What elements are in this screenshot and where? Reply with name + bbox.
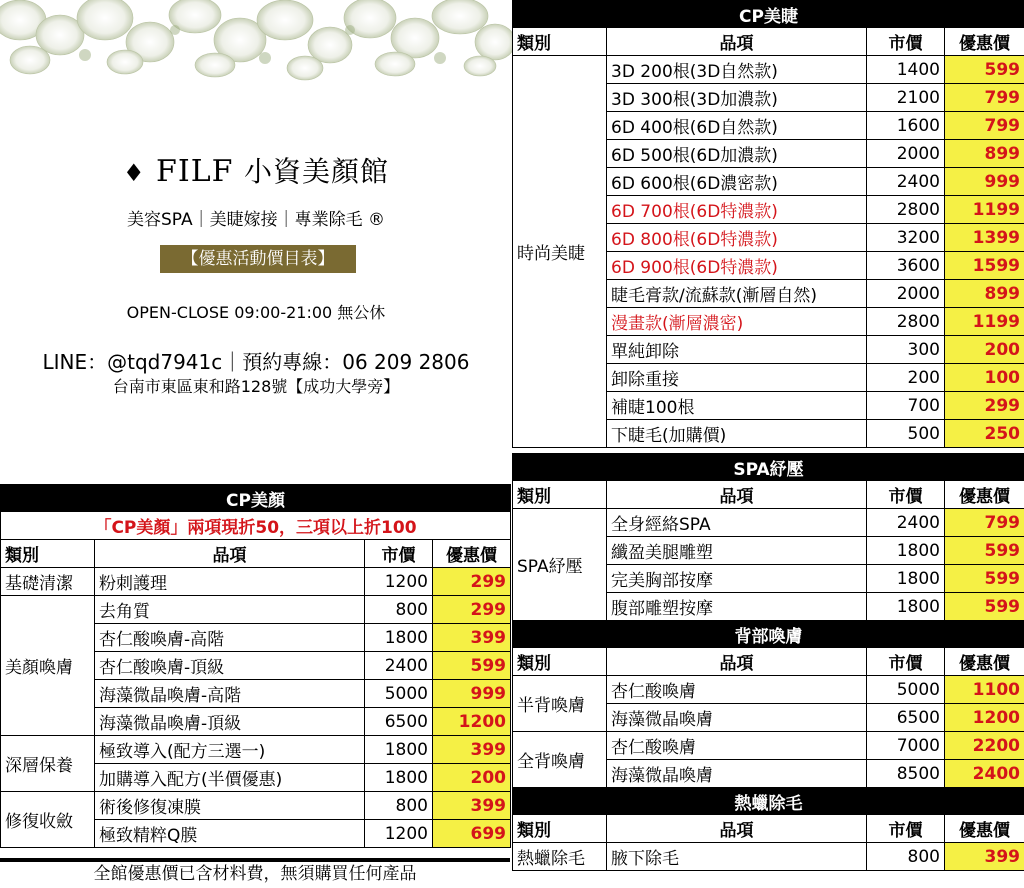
item-name: 睫毛膏款/流蘇款(漸層自然) — [607, 280, 867, 308]
tagline: 美容SPA｜美睫嫁接｜專業除毛 ® — [0, 205, 512, 230]
market-price: 1600 — [867, 112, 945, 140]
market-price: 300 — [867, 336, 945, 364]
item-name: 杏仁酸喚膚 — [607, 732, 867, 760]
item-name: 完美胸部按摩 — [607, 565, 867, 593]
market-price: 6500 — [365, 708, 433, 736]
section-title-spa: SPA紓壓 — [513, 454, 1024, 481]
brand-name-zh: 小資美顏館 — [244, 155, 389, 188]
section-title-face-row — [1, 485, 511, 512]
market-price: 3600 — [867, 252, 945, 280]
header-market-price: 市價 — [867, 481, 945, 509]
discount-price: 1200 — [433, 708, 511, 736]
brand-name-en: FILF — [156, 154, 233, 189]
market-price: 3200 — [867, 224, 945, 252]
market-price: 1800 — [365, 736, 433, 764]
discount-price: 399 — [433, 792, 511, 820]
market-price: 5000 — [867, 676, 945, 704]
header-market-price: 市價 — [867, 648, 945, 676]
item-name: 單純卸除 — [607, 336, 867, 364]
item-name: 極致導入(配方三選一) — [95, 736, 365, 764]
table-row — [513, 56, 1024, 84]
address: 台南市東區東和路128號【成功大學旁】 — [0, 374, 512, 397]
market-price: 6500 — [867, 704, 945, 732]
market-price: 2400 — [867, 168, 945, 196]
item-name: 術後修復凍膜 — [95, 792, 365, 820]
item-name: 全身經絡SPA — [607, 509, 867, 537]
discount-price: 1200 — [945, 704, 1024, 732]
discount-price: 899 — [945, 140, 1024, 168]
category-cell: 美顏喚膚 — [1, 596, 95, 736]
market-price: 1800 — [867, 593, 945, 621]
discount-price: 1199 — [945, 196, 1024, 224]
header-discount-price: 優惠價 — [945, 815, 1024, 843]
discount-price: 1399 — [945, 224, 1024, 252]
discount-price: 1599 — [945, 252, 1024, 280]
contact-line: LINE：@tqd7941c｜預約專線：06 209 2806 — [0, 346, 512, 375]
discount-price: 999 — [945, 168, 1024, 196]
category-cell: 時尚美睫 — [513, 56, 607, 448]
section-title-face: CP美顏 — [1, 485, 511, 512]
market-price: 1200 — [365, 568, 433, 596]
item-name: 3D 300根(3D加濃款) — [607, 84, 867, 112]
opening-hours: OPEN-CLOSE 09:00-21:00 無公休 — [0, 300, 512, 323]
item-name: 卸除重接 — [607, 364, 867, 392]
discount-price: 2400 — [945, 760, 1024, 788]
item-name: 去角質 — [95, 596, 365, 624]
discount-price: 200 — [945, 336, 1024, 364]
category-cell: 基礎清潔 — [1, 568, 95, 596]
discount-price: 100 — [945, 364, 1024, 392]
discount-price: 599 — [945, 537, 1024, 565]
market-price: 700 — [867, 392, 945, 420]
market-price: 1800 — [867, 565, 945, 593]
category-cell: 半背喚膚 — [513, 676, 607, 732]
discount-price: 599 — [945, 56, 1024, 84]
header-category: 類別 — [513, 28, 607, 56]
item-name: 海藻微晶喚膚 — [607, 760, 867, 788]
flower-decoration — [0, 0, 512, 90]
item-name: 腋下除毛 — [607, 843, 867, 871]
market-price: 2400 — [867, 509, 945, 537]
discount-price: 599 — [433, 652, 511, 680]
item-name: 下睫毛(加購價) — [607, 420, 867, 448]
market-price: 1400 — [867, 56, 945, 84]
market-price: 800 — [867, 843, 945, 871]
item-name: 6D 900根(6D特濃款) — [607, 252, 867, 280]
header-item: 品項 — [607, 481, 867, 509]
item-name: 粉刺護理 — [95, 568, 365, 596]
note-row — [1, 512, 511, 540]
market-price: 1800 — [365, 764, 433, 792]
header-market-price: 市價 — [365, 540, 433, 568]
table-row — [513, 676, 1024, 704]
table-row — [1, 792, 511, 820]
header-row — [513, 815, 1024, 843]
face-price-table — [0, 484, 511, 848]
item-name: 6D 700根(6D特濃款) — [607, 196, 867, 224]
category-cell: 修復收斂 — [1, 792, 95, 848]
promo-badge: 【優惠活動價目表】 — [160, 245, 356, 273]
market-price: 2000 — [867, 140, 945, 168]
market-price: 1800 — [867, 537, 945, 565]
spa-back-wax-table — [512, 453, 1024, 871]
item-name: 加購導入配方(半價優惠) — [95, 764, 365, 792]
discount-price: 699 — [433, 820, 511, 848]
section-title-wax-row — [513, 788, 1024, 815]
discount-price: 200 — [433, 764, 511, 792]
market-price: 2800 — [867, 308, 945, 336]
brand-logo — [0, 150, 512, 190]
item-name: 杏仁酸喚膚-頂級 — [95, 652, 365, 680]
discount-price: 299 — [433, 568, 511, 596]
discount-price: 599 — [945, 593, 1024, 621]
item-name: 海藻微晶喚膚-頂級 — [95, 708, 365, 736]
header-row — [513, 648, 1024, 676]
discount-price: 399 — [433, 736, 511, 764]
header-item: 品項 — [607, 815, 867, 843]
section-title-spa-row — [513, 454, 1024, 481]
header-category: 類別 — [513, 481, 607, 509]
section-title-lash: CP美睫 — [513, 1, 1024, 28]
item-name: 6D 400根(6D自然款) — [607, 112, 867, 140]
item-name: 腹部雕塑按摩 — [607, 593, 867, 621]
table-row — [1, 568, 511, 596]
discount-price: 399 — [945, 843, 1024, 871]
header-item: 品項 — [95, 540, 365, 568]
market-price: 7000 — [867, 732, 945, 760]
market-price: 5000 — [365, 680, 433, 708]
header-market-price: 市價 — [867, 815, 945, 843]
item-name: 杏仁酸喚膚 — [607, 676, 867, 704]
item-name: 海藻微晶喚膚 — [607, 704, 867, 732]
section-title-back-row — [513, 621, 1024, 648]
item-name: 海藻微晶喚膚-高階 — [95, 680, 365, 708]
item-name: 杏仁酸喚膚-高階 — [95, 624, 365, 652]
header-market-price: 市價 — [867, 28, 945, 56]
section-title-lash-row — [513, 1, 1024, 28]
table-row — [513, 732, 1024, 760]
item-name: 極致精粹Q膜 — [95, 820, 365, 848]
diamond-icon: ♦ — [123, 159, 146, 187]
market-price: 200 — [867, 364, 945, 392]
section-title-wax: 熱蠟除毛 — [513, 788, 1024, 815]
header-discount-price: 優惠價 — [433, 540, 511, 568]
header-row — [513, 28, 1024, 56]
market-price: 500 — [867, 420, 945, 448]
header-item: 品項 — [607, 28, 867, 56]
market-price: 800 — [365, 596, 433, 624]
item-name: 纖盈美腿雕塑 — [607, 537, 867, 565]
item-name: 6D 800根(6D特濃款) — [607, 224, 867, 252]
discount-price: 799 — [945, 509, 1024, 537]
category-cell: 熱蠟除毛 — [513, 843, 607, 871]
header-row — [513, 481, 1024, 509]
discount-price: 999 — [433, 680, 511, 708]
item-name: 漫畫款(漸層濃密) — [607, 308, 867, 336]
discount-price: 1100 — [945, 676, 1024, 704]
header-item: 品項 — [607, 648, 867, 676]
footer-note: 全館優惠價已含材料費，無須購買任何產品 — [0, 858, 510, 888]
table-row — [1, 736, 511, 764]
category-cell: 深層保養 — [1, 736, 95, 792]
header-category: 類別 — [513, 648, 607, 676]
lash-price-table — [512, 0, 1024, 448]
header-discount-price: 優惠價 — [945, 28, 1024, 56]
market-price: 1200 — [365, 820, 433, 848]
header-discount-price: 優惠價 — [945, 648, 1024, 676]
discount-price: 2200 — [945, 732, 1024, 760]
discount-price: 599 — [945, 565, 1024, 593]
market-price: 2000 — [867, 280, 945, 308]
discount-price: 399 — [433, 624, 511, 652]
market-price: 2100 — [867, 84, 945, 112]
table-row — [513, 509, 1024, 537]
item-name: 6D 500根(6D加濃款) — [607, 140, 867, 168]
item-name: 補睫100根 — [607, 392, 867, 420]
table-row — [513, 843, 1024, 871]
table-row — [1, 596, 511, 624]
item-name: 3D 200根(3D自然款) — [607, 56, 867, 84]
market-price: 2800 — [867, 196, 945, 224]
header-category: 類別 — [1, 540, 95, 568]
discount-price: 1199 — [945, 308, 1024, 336]
discount-price: 299 — [945, 392, 1024, 420]
market-price: 800 — [365, 792, 433, 820]
discount-note: 「CP美顏」兩項現折50，三項以上折100 — [1, 512, 511, 540]
market-price: 1800 — [365, 624, 433, 652]
category-cell: SPA紓壓 — [513, 509, 607, 621]
discount-price: 799 — [945, 84, 1024, 112]
section-title-back: 背部喚膚 — [513, 621, 1024, 648]
discount-price: 250 — [945, 420, 1024, 448]
header-row — [1, 540, 511, 568]
discount-price: 899 — [945, 280, 1024, 308]
header-category: 類別 — [513, 815, 607, 843]
discount-price: 799 — [945, 112, 1024, 140]
market-price: 2400 — [365, 652, 433, 680]
discount-price: 299 — [433, 596, 511, 624]
category-cell: 全背喚膚 — [513, 732, 607, 788]
market-price: 8500 — [867, 760, 945, 788]
header-discount-price: 優惠價 — [945, 481, 1024, 509]
item-name: 6D 600根(6D濃密款) — [607, 168, 867, 196]
